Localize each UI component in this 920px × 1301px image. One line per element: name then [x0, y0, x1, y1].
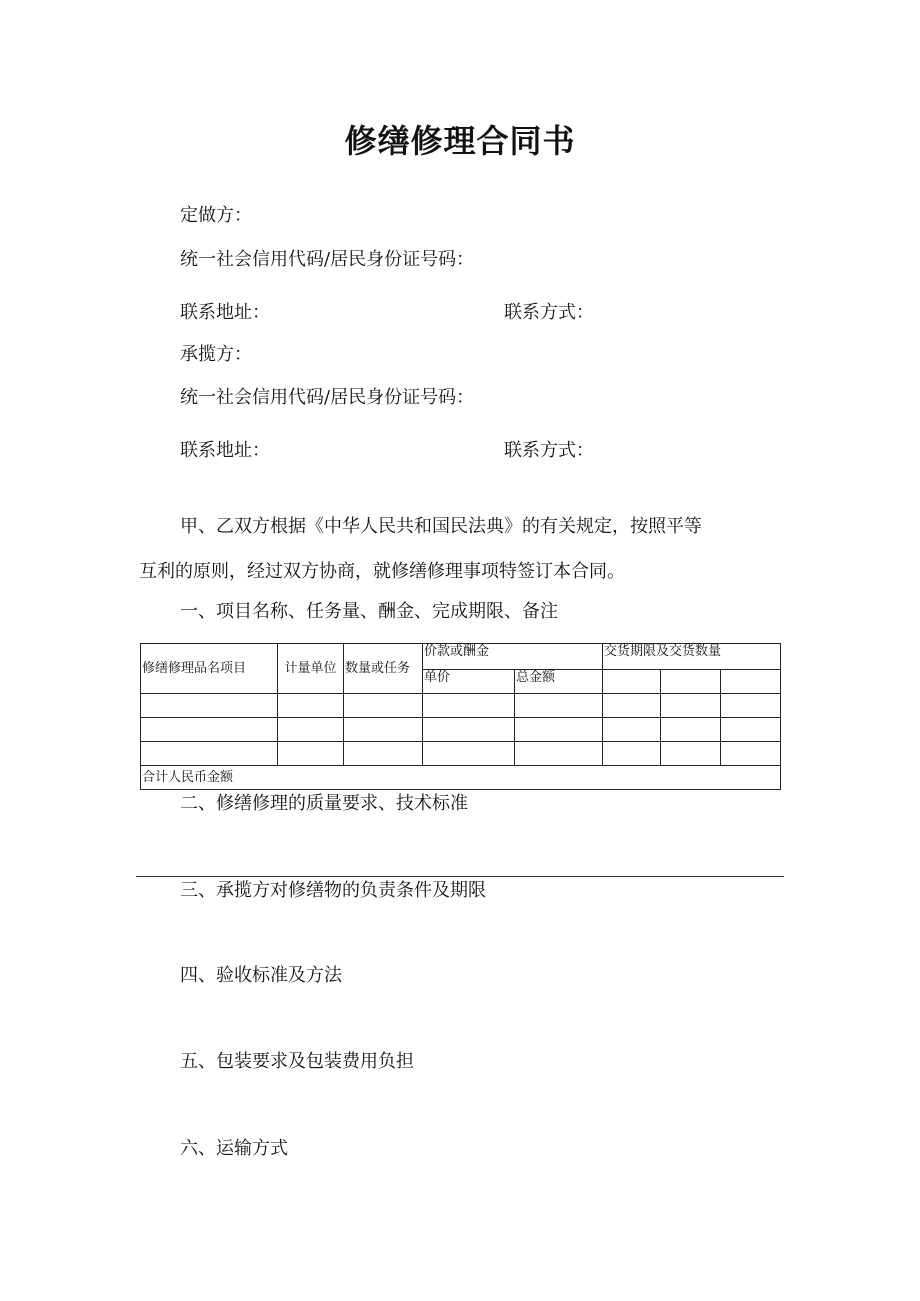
table-cell — [141, 718, 278, 742]
header-unit-price: 单价 — [423, 670, 515, 694]
party-a-address-label: 联系地址： — [180, 302, 270, 323]
table-cell — [661, 742, 721, 766]
table-cell — [344, 694, 423, 718]
party-a-contact-label: 联系方式： — [504, 302, 594, 323]
table-cell — [721, 718, 781, 742]
intro-line-2: 互利的原则，经过双方协商，就修缮修理事项特签订本合同。 — [139, 561, 625, 582]
table-cell — [423, 742, 515, 766]
table-cell — [515, 742, 603, 766]
total-amount-row: 合计人民币金额 — [141, 766, 781, 790]
table-row — [141, 694, 781, 718]
header-delivery: 交货期限及交货数量 — [603, 644, 781, 670]
table-cell — [603, 670, 661, 694]
table-cell — [344, 718, 423, 742]
table-cell — [344, 742, 423, 766]
party-a-id-label: 统一社会信用代码/居民身份证号码： — [180, 249, 475, 270]
table-cell — [661, 670, 721, 694]
header-unit: 计量单位 — [278, 644, 344, 694]
table-cell — [515, 694, 603, 718]
table-cell — [721, 694, 781, 718]
party-b-id-label: 统一社会信用代码/居民身份证号码： — [180, 387, 475, 408]
table-cell — [515, 718, 603, 742]
header-total-amount: 总金额 — [515, 670, 603, 694]
table-cell — [661, 718, 721, 742]
table-cell — [603, 694, 661, 718]
items-table — [140, 643, 781, 790]
table-cell — [278, 742, 344, 766]
table-cell — [603, 718, 661, 742]
party-a-label: 定做方： — [180, 205, 252, 226]
table-cell — [278, 694, 344, 718]
header-price-group: 价款或酬金 — [423, 644, 603, 670]
table-cell — [603, 742, 661, 766]
section-4-heading: 四、验收标准及方法 — [180, 965, 342, 986]
section-6-heading: 六、运输方式 — [180, 1138, 288, 1159]
table-cell — [423, 694, 515, 718]
party-b-address-label: 联系地址： — [180, 440, 270, 461]
table-cell — [141, 694, 278, 718]
table-cell — [141, 742, 278, 766]
section-5-heading: 五、包装要求及包装费用负担 — [180, 1051, 414, 1072]
divider-line — [136, 876, 784, 877]
table-cell — [423, 718, 515, 742]
page-title: 修缮修理合同书 — [344, 122, 576, 160]
party-b-label: 承揽方： — [180, 344, 252, 365]
section-3-heading: 三、承揽方对修缮物的负责条件及期限 — [180, 880, 486, 901]
party-b-contact-label: 联系方式： — [504, 440, 594, 461]
header-quantity: 数量或任务 — [344, 644, 423, 694]
section-1-heading: 一、项目名称、任务量、酬金、完成期限、备注 — [180, 601, 558, 622]
table-cell — [721, 742, 781, 766]
table-cell — [661, 694, 721, 718]
header-item-name: 修缮修理品名项目 — [141, 644, 278, 694]
table-cell — [278, 718, 344, 742]
table-cell — [721, 670, 781, 694]
table-row — [141, 718, 781, 742]
table-row — [141, 742, 781, 766]
intro-line-1: 甲、乙双方根据《中华人民共和国民法典》的有关规定，按照平等 — [180, 516, 702, 537]
section-2-heading: 二、修缮修理的质量要求、技术标准 — [180, 793, 468, 814]
